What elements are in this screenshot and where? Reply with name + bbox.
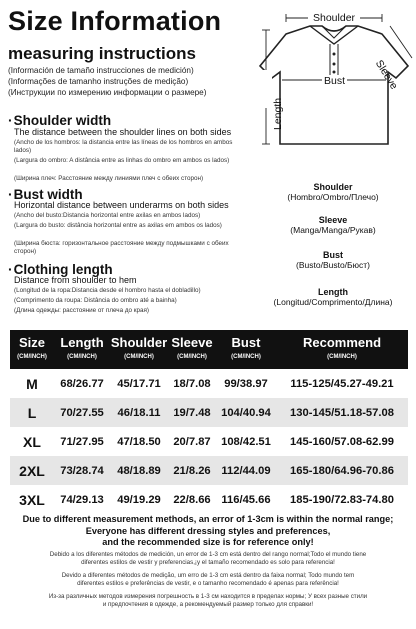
legend-sleeve: Sleeve (Manga/Manga/Рукав) — [290, 215, 376, 235]
legend-shoulder: Shoulder (Hombro/Ombro/Плечо) — [287, 182, 379, 202]
cell-bust: 116/45.66 — [221, 493, 271, 506]
shoulder-description: The distance between the shoulder lines on both sides — [14, 127, 232, 137]
cell-bust: 108/42.51 — [221, 435, 271, 448]
cell-recommend: 165-180/64.96-70.86 — [276, 456, 408, 485]
diagram-length-label: Length — [272, 97, 284, 130]
subtitle-translation-es: (Información de tamaño instrucciones de medición) — [8, 66, 194, 75]
cell-size: L — [10, 398, 54, 427]
diagram-bust-label: Bust — [324, 75, 346, 87]
col-bust: Bust (CM/INCH) — [216, 330, 276, 369]
note-translation-es: Debido a los diferentes métodos de medición, un error de 1-3 cm está dentro del rango normal;Todo el mundo tiene diferentes estilos de vestir y preferencias,¡y el tamaño recomendado es solo para referencia! — [49, 551, 367, 566]
cell-shoulder: 47/18.50 — [117, 435, 161, 448]
bust-translation-es: (Ancho del busto:Distancia horizontal entre axilas en ambos lados) — [14, 212, 201, 219]
cell-length: 71/27.95 — [60, 435, 104, 448]
subtitle-translation-ru: (Инструкции по измерению информации о размере) — [8, 88, 207, 97]
col-recommend: Recommend (CM/INCH) — [276, 330, 408, 369]
table-row — [10, 427, 408, 456]
length-translation-es: (Longitud de la ropa:Distancia desde el hombro hasta el dobladillo) — [14, 287, 201, 294]
subtitle-translation-pt: (Informações de tamanho instruções de medição) — [8, 77, 189, 86]
note-translation-pt: Devido a diferentes métodos de medição, um erro de 1-3 cm está dentro da faixa normal; Todo mundo tem diferentes estilos e preferências de vestir, e o tamanho recomendado é apenas para referência! — [61, 572, 355, 587]
bust-heading: ·Bust width — [8, 186, 83, 202]
cell-recommend: 115-125/45.27-49.21 — [290, 377, 394, 390]
shoulder-translation-pt: (Largura do ombro: A distância entre as linhas do ombro em ambos os lados) — [14, 157, 230, 164]
cell-sleeve: 18/7.08 — [173, 377, 211, 390]
measurement-note: Due to different measurement methods, an error of 1-3cm is within the normal range; Everyone has different dressing styles and preferences, and the recommended size is for reference only! — [22, 514, 394, 547]
cell-recommend: 130-145/51.18-57.08 — [276, 398, 408, 427]
table-row — [10, 369, 408, 398]
cell-size: 2XL — [10, 456, 54, 485]
col-sleeve: Sleeve (CM/INCH) — [168, 330, 216, 369]
shoulder-translation-es: (Ancho de los hombros: la distancia entre las líneas de los hombros en ambos lados) — [14, 139, 233, 154]
size-table-header — [10, 330, 408, 369]
length-translation-pt: (Comprimento da roupa: Distância do ombro até a bainha) — [14, 297, 177, 304]
cell-size: M — [26, 375, 38, 392]
shoulder-heading: ·Shoulder width — [8, 112, 112, 128]
cell-sleeve: 19/7.48 — [168, 398, 216, 427]
bust-translation-pt: (Largura do busto: distância horizontal entre as axilas em ambos os lados) — [14, 222, 222, 229]
legend-bust: Bust (Busto/Busto/Бюст) — [296, 250, 370, 270]
cell-shoulder: 48/18.89 — [110, 456, 168, 485]
cell-recommend: 185-190/72.83-74.80 — [290, 493, 394, 506]
length-translation-ru: (Длина одежды: расстояние от плеча до края) — [14, 307, 150, 314]
cell-sleeve: 21/8.26 — [168, 456, 216, 485]
table-row — [10, 398, 408, 427]
diagram-shoulder-label: Shoulder — [313, 12, 356, 24]
cell-size: 3XL — [19, 491, 45, 508]
table-row — [10, 485, 408, 514]
shoulder-translation-ru: (Ширина плеч: Расстояние между линиями плеч с обеих сторон) — [14, 175, 204, 182]
cell-bust: 112/44.09 — [216, 456, 276, 485]
length-heading: ·Clothing length — [8, 261, 113, 277]
cell-shoulder: 49/19.29 — [117, 493, 161, 506]
note-translation-ru: Из-за различных методов измерения погрешность в 1-3 см находится в пределах нормы; У всех разные стили и предпочтения в одежде, а рекомендуемый размер только для справки! — [48, 593, 368, 608]
cell-recommend: 145-160/57.08-62.99 — [290, 435, 394, 448]
page-subtitle: measuring instructions — [8, 44, 196, 63]
cell-size: XL — [23, 433, 41, 450]
cell-length: 70/27.55 — [54, 398, 110, 427]
bust-description: Horizontal distance between underarms on both sides — [14, 200, 229, 210]
cell-sleeve: 22/8.66 — [173, 493, 211, 506]
size-table — [10, 330, 408, 514]
cell-bust: 104/40.94 — [216, 398, 276, 427]
cell-length: 68/26.77 — [60, 377, 104, 390]
bust-translation-ru: (Ширина бюста: горизонтальное расстояние между подмышками с обеих сторон) — [14, 240, 229, 255]
length-description: Distance from shoulder to hem — [14, 275, 137, 285]
diagram-sleeve-label: Sleeve — [372, 58, 401, 92]
cell-shoulder: 45/17.71 — [117, 377, 161, 390]
page-title: Size Information — [8, 6, 222, 36]
col-size: Size (CM/INCH) — [10, 330, 54, 369]
cell-bust: 99/38.97 — [224, 377, 268, 390]
col-shoulder: Shoulder (CM/INCH) — [110, 330, 168, 369]
legend-length: Length (Longitud/Comprimento/Длина) — [273, 287, 393, 307]
cell-sleeve: 20/7.87 — [173, 435, 211, 448]
cell-length: 74/29.13 — [60, 493, 104, 506]
cell-length: 73/28.74 — [54, 456, 110, 485]
cell-shoulder: 46/18.11 — [110, 398, 168, 427]
table-row — [10, 456, 408, 485]
col-length: Length (CM/INCH) — [54, 330, 110, 369]
